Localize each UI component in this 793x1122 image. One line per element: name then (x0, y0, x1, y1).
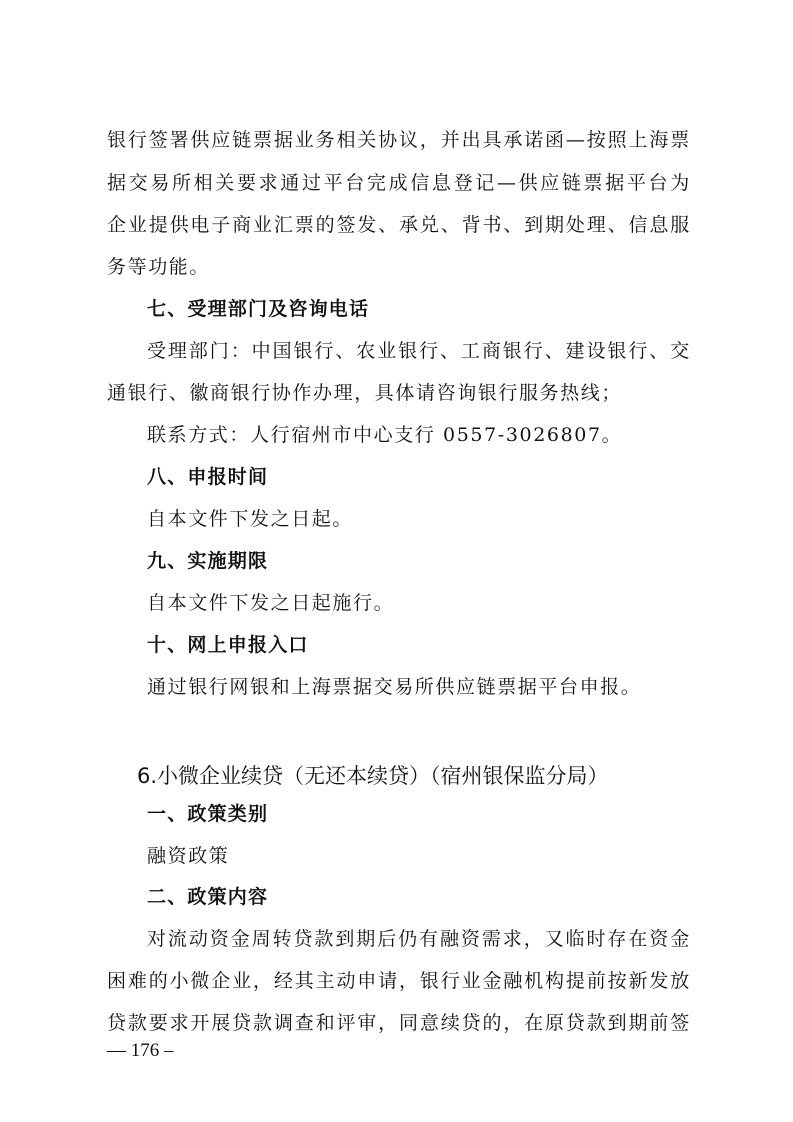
heading-apply-time: 八、申报时间 (147, 466, 269, 488)
heading-period: 九、实施期限 (147, 550, 269, 572)
heading-category: 一、政策类别 (147, 803, 269, 825)
paragraph-line: 融资政策 (147, 845, 230, 867)
paragraph-line: 银行签署供应链票据业务相关协议，并出具承诺函—按照上海票 (107, 129, 690, 151)
paragraph-line: 务等功能。 (107, 256, 211, 278)
paragraph-line: 贷款要求开展贷款调查和评审，同意续贷的，在原贷款到期前签 (107, 1012, 690, 1034)
page-number: — 176 – (107, 1040, 174, 1061)
heading-contact: 七、受理部门及咨询电话 (147, 298, 370, 320)
paragraph-line: 困难的小微企业，经其主动申请，银行业金融机构提前按新发放 (107, 970, 690, 992)
paragraph-line: 受理部门：中国银行、农业银行、工商银行、建设银行、交 (147, 340, 690, 362)
paragraph-line: 企业提供电子商业汇票的签发、承兑、背书、到期处理、信息服 (107, 214, 690, 236)
heading-online: 十、网上申报入口 (147, 634, 309, 656)
paragraph-line: 自本文件下发之日起施行。 (147, 592, 395, 614)
paragraph-line: 通过银行网银和上海票据交易所供应链票据平台申报。 (147, 676, 642, 698)
paragraph-line: 据交易所相关要求通过平台完成信息登记—供应链票据平台为 (107, 172, 690, 194)
section-title: 6.小微企业续贷（无还本续贷）（宿州银保监分局） (137, 764, 609, 788)
paragraph-line: 自本文件下发之日起。 (147, 508, 354, 530)
contact-line: 联系方式：人行宿州市中心支行 0557-3026807。 (147, 424, 623, 446)
paragraph-line: 对流动资金周转贷款到期后仍有融资需求，又临时存在资金 (147, 928, 690, 950)
paragraph-line: 通银行、徽商银行协作办理，具体请咨询银行服务热线； (107, 382, 623, 404)
heading-content: 二、政策内容 (147, 886, 269, 908)
